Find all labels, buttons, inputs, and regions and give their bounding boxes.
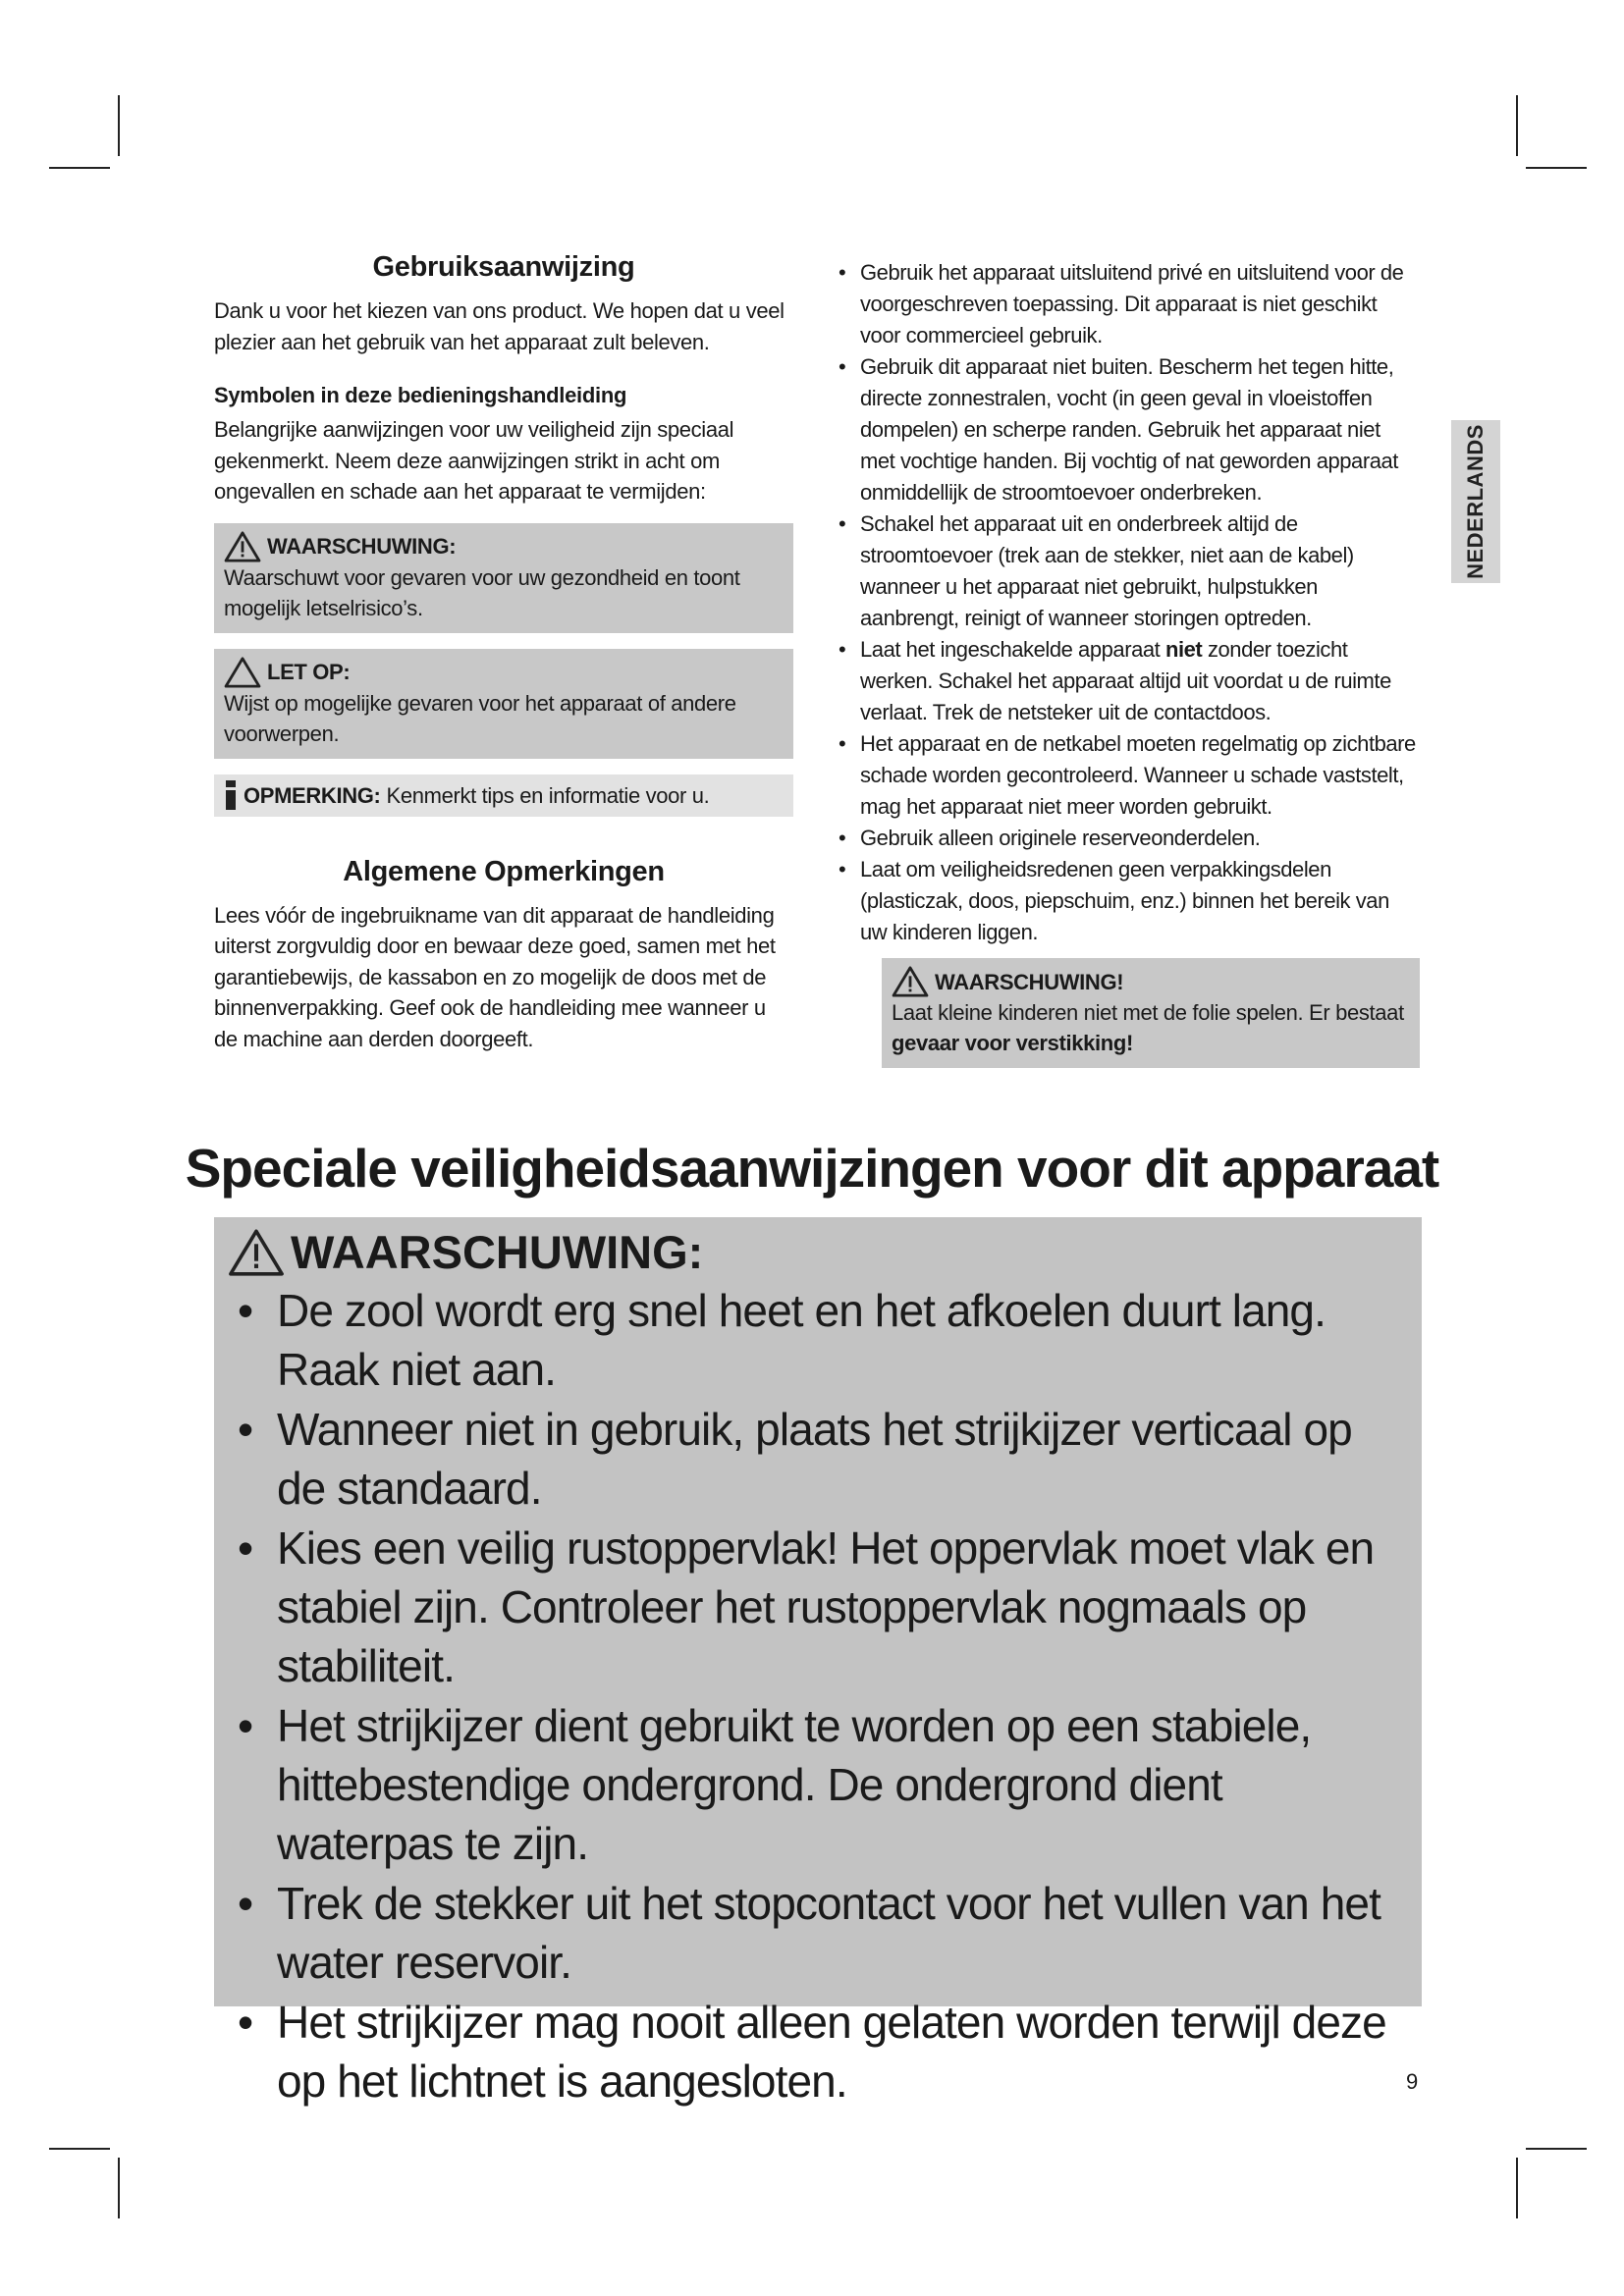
special-warning-title: [228, 1225, 1406, 1279]
suffocation-warning-label: WAARSCHUWING!: [935, 969, 1124, 994]
list-item: • Het apparaat en de netkabel moeten regelmatig op zichtbare schade worden gecontroleerd. Wanneer u schade vaststelt, mag het apparaat niet meer worden gebruikt.: [839, 731, 1416, 819]
note-label: OPMERKING:: [244, 782, 381, 808]
suffocation-warning-box: [882, 958, 1420, 1068]
intro-text: Dank u voor het kiezen van ons product. We hopen dat u veel plezier aan het gebruik van het apparaat zult beleven.: [214, 298, 785, 354]
list-item: • Gebruik alleen originele reserveonderdelen.: [839, 826, 1261, 850]
suffocation-warning-text: Laat kleine kinderen niet met de folie spelen. Er bestaat gevaar voor verstikking!: [892, 1000, 1404, 1055]
symbols-heading: Symbolen in deze bedieningshandleiding: [214, 383, 627, 407]
page-number: 9: [1406, 2069, 1419, 2094]
special-warning-list: [228, 1281, 1406, 2110]
section-title-algemene: Algemene Opmerkingen: [343, 855, 665, 887]
warning-box-text: Waarschuwt voor gevaren voor uw gezondheid en toont mogelijk letselrisico’s.: [224, 564, 740, 620]
list-item: • De zool wordt erg snel heet en het afkoelen duurt lang. Raak niet aan.: [238, 1285, 1326, 1395]
note-box: [214, 774, 793, 817]
crop-mark: [118, 95, 120, 156]
crop-mark: [1516, 2158, 1518, 2218]
caution-box-label: LET OP:: [267, 660, 351, 684]
warning-box-label: WAARSCHUWING:: [267, 534, 457, 559]
warning-box: [214, 523, 793, 633]
caution-box-text: Wijst op mogelijke gevaren voor het apparaat of andere voorwerpen.: [224, 690, 736, 746]
warning-triangle-icon: [892, 966, 929, 997]
section-title-gebruiksaanwijzing: Gebruiksaanwijzing: [372, 251, 635, 283]
language-tab: [1451, 420, 1500, 583]
list-item: • Kies een veilig rustoppervlak! Het oppervlak moet vlak en stabiel zijn. Controleer het rustoppervlak nogmaals op stabiliteit.: [238, 1522, 1375, 1691]
crop-mark: [118, 2158, 120, 2218]
caution-triangle-icon: [224, 657, 261, 688]
list-item: • Gebruik dit apparaat niet buiten. Bescherm het tegen hitte, directe zonnestralen, vocht (in geen geval in vloeistoffen dompelen) en scherpe randen. Gebruik het apparaat niet met vochtige handen. Bij vochtig of nat geworden apparaat onmiddellijk de stroomtoevoer onderbreken.: [839, 354, 1398, 505]
crop-mark: [1516, 95, 1518, 156]
note-text: Kenmerkt tips en informatie voor u.: [386, 782, 710, 808]
special-warning-box: [214, 1217, 1422, 2107]
list-item: • Schakel het apparaat uit en onderbreek altijd de stroomtoevoer (trek aan de stekker, niet aan de kabel) wanneer u het apparaat niet gebruikt, hulpstukken aanbrengt, reinigt of wanneer storingen optreden.: [839, 511, 1354, 630]
crop-mark: [1526, 167, 1587, 169]
warning-triangle-icon: [224, 531, 261, 562]
list-item: • Het strijkijzer dient gebruikt te worden op een stabiele, hittebestendige ondergrond. De ondergrond dient waterpas te zijn.: [238, 1700, 1312, 1869]
caution-box: [214, 649, 793, 759]
special-warning-label: WAARSCHUWING:: [291, 1226, 704, 1278]
list-item: • Laat om veiligheidsredenen geen verpakkingsdelen (plasticzak, doos, piepschuim, enz.) binnen het bereik van uw kinderen liggen.: [839, 857, 1389, 944]
info-icon: [224, 780, 238, 810]
warning-triangle-icon: [228, 1228, 285, 1277]
language-tab-label: NEDERLANDS: [1463, 424, 1489, 579]
left-column: [214, 251, 793, 1054]
crop-mark: [49, 167, 110, 169]
caution-box-title: [224, 657, 784, 688]
crop-mark: [49, 2148, 110, 2150]
warning-box-title: [224, 531, 784, 562]
list-item: • Het strijkijzer mag nooit alleen gelaten worden terwijl deze op het lichtnet is aangesloten.: [238, 1997, 1386, 2107]
list-item: • Laat het ingeschakelde apparaat niet zonder toezicht werken. Schakel het apparaat altijd uit voordat u de ruimte verlaat. Trek de netsteker uit de contactdoos.: [839, 637, 1391, 724]
list-item: • Trek de stekker uit het stopcontact voor het vullen van het water reservoir.: [238, 1878, 1380, 1988]
general-text: Lees vóór de ingebruikname van dit apparaat de handleiding uiterst zorgvuldig door en bewaar deze goed, samen met het garantiebewijs, de kassabon en zo mogelijk de doos met de binnenverpakking. Geef ook de handleiding mee wanneer u de machine aan derden doorgeeft.: [214, 902, 776, 1051]
list-item: • Gebruik het apparaat uitsluitend privé en uitsluitend voor de voorgeschreven toepassing. Dit apparaat is niet geschikt voor commercieel gebruik.: [839, 260, 1404, 347]
symbols-text: Belangrijke aanwijzingen voor uw veiligheid zijn speciaal gekenmerkt. Neem deze aanwijzingen strikt in acht om ongevallen en schade aan het apparaat te vermijden:: [214, 417, 734, 504]
special-safety-title: Speciale veiligheidsaanwijzingen voor dit apparaat: [185, 1138, 1439, 1199]
crop-mark: [1526, 2148, 1587, 2150]
suffocation-warning-title: [892, 966, 1410, 997]
safety-list: [833, 257, 1420, 948]
list-item: • Wanneer niet in gebruik, plaats het strijkijzer verticaal op de standaard.: [238, 1404, 1352, 1514]
right-column: [833, 257, 1420, 1068]
